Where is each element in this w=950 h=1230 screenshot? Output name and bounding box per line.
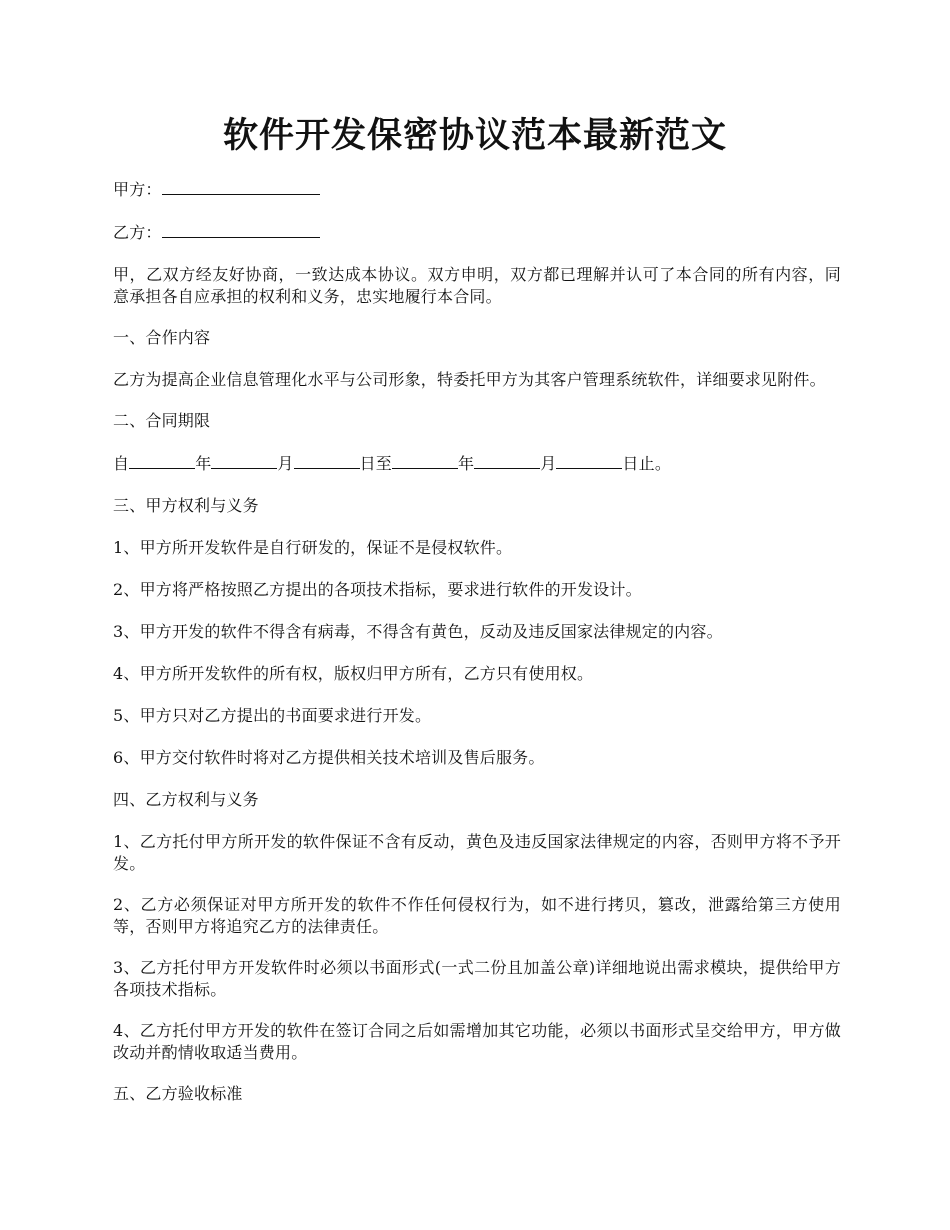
term-blank-6 — [556, 452, 622, 469]
term-blank-4 — [392, 452, 458, 469]
document-body — [113, 178, 841, 1125]
party-b-line — [113, 221, 841, 244]
term-year: 年 — [195, 454, 212, 473]
party-a-blank — [162, 178, 320, 195]
term-blank-1 — [129, 452, 195, 469]
term-day-to: 日至 — [359, 454, 393, 473]
party-a-label: 甲方： — [113, 180, 162, 199]
section-4-item: 2、乙方必须保证对甲方所开发的软件不作任何侵权行为，如不进行拷贝，篡改，泄露给第三方使用等，否则甲方将追究乙方的法律责任。 — [113, 895, 841, 936]
term-month-2: 月 — [540, 454, 557, 473]
term-blank-3 — [294, 452, 360, 469]
contract-term-line — [113, 452, 841, 475]
intro-paragraph: 甲，乙双方经友好协商，一致达成本协议。双方申明，双方都已理解并认可了本合同的所有内容，同意承担各自应承担的权利和义务，忠实地履行本合同。 — [113, 265, 841, 306]
section-3-heading: 三、甲方权利与义务 — [113, 496, 259, 515]
section-3-item: 5、甲方只对乙方提出的书面要求进行开发。 — [113, 706, 432, 725]
section-4-item: 3、乙方托付甲方开发软件时必须以书面形式(一式二份且加盖公章)详细地说出需求模块，提供给甲方各项技术指标。 — [113, 958, 841, 999]
section-3-item: 4、甲方所开发软件的所有权，版权归甲方所有，乙方只有使用权。 — [113, 664, 594, 683]
section-2-heading: 二、合同期限 — [113, 411, 211, 430]
term-year-2: 年 — [458, 454, 475, 473]
section-4-item: 1、乙方托付甲方所开发的软件保证不含有反动，黄色及违反国家法律规定的内容，否则甲方将不予开发。 — [113, 832, 841, 873]
section-1-heading: 一、合作内容 — [113, 328, 211, 347]
section-1-text: 乙方为提高企业信息管理化水平与公司形象，特委托甲方为其客户管理系统软件，详细要求见附件。 — [113, 370, 826, 389]
section-4-item: 4、乙方托付甲方开发的软件在签订合同之后如需增加其它功能，必须以书面形式呈交给甲方，甲方做改动并酌情收取适当费用。 — [113, 1021, 841, 1062]
term-month: 月 — [277, 454, 294, 473]
term-blank-2 — [211, 452, 277, 469]
document-title: 软件开发保密协议范本最新范文 — [222, 115, 727, 156]
section-3-item: 1、甲方所开发软件是自行研发的，保证不是侵权软件。 — [113, 538, 513, 557]
section-5-heading: 五、乙方验收标准 — [113, 1084, 243, 1103]
term-blank-5 — [474, 452, 540, 469]
party-b-blank — [162, 221, 320, 238]
party-a-line — [113, 178, 841, 201]
party-b-label: 乙方： — [113, 223, 162, 242]
section-3-item: 2、甲方将严格按照乙方提出的各项技术指标，要求进行软件的开发设计。 — [113, 580, 642, 599]
term-day-end: 日止。 — [622, 454, 672, 473]
section-3-item: 6、甲方交付软件时将对乙方提供相关技术培训及售后服务。 — [113, 748, 545, 767]
section-3-item: 3、甲方开发的软件不得含有病毒，不得含有黄色，反动及违反国家法律规定的内容。 — [113, 622, 723, 641]
section-4-heading: 四、乙方权利与义务 — [113, 790, 259, 809]
term-from: 自 — [113, 454, 130, 473]
